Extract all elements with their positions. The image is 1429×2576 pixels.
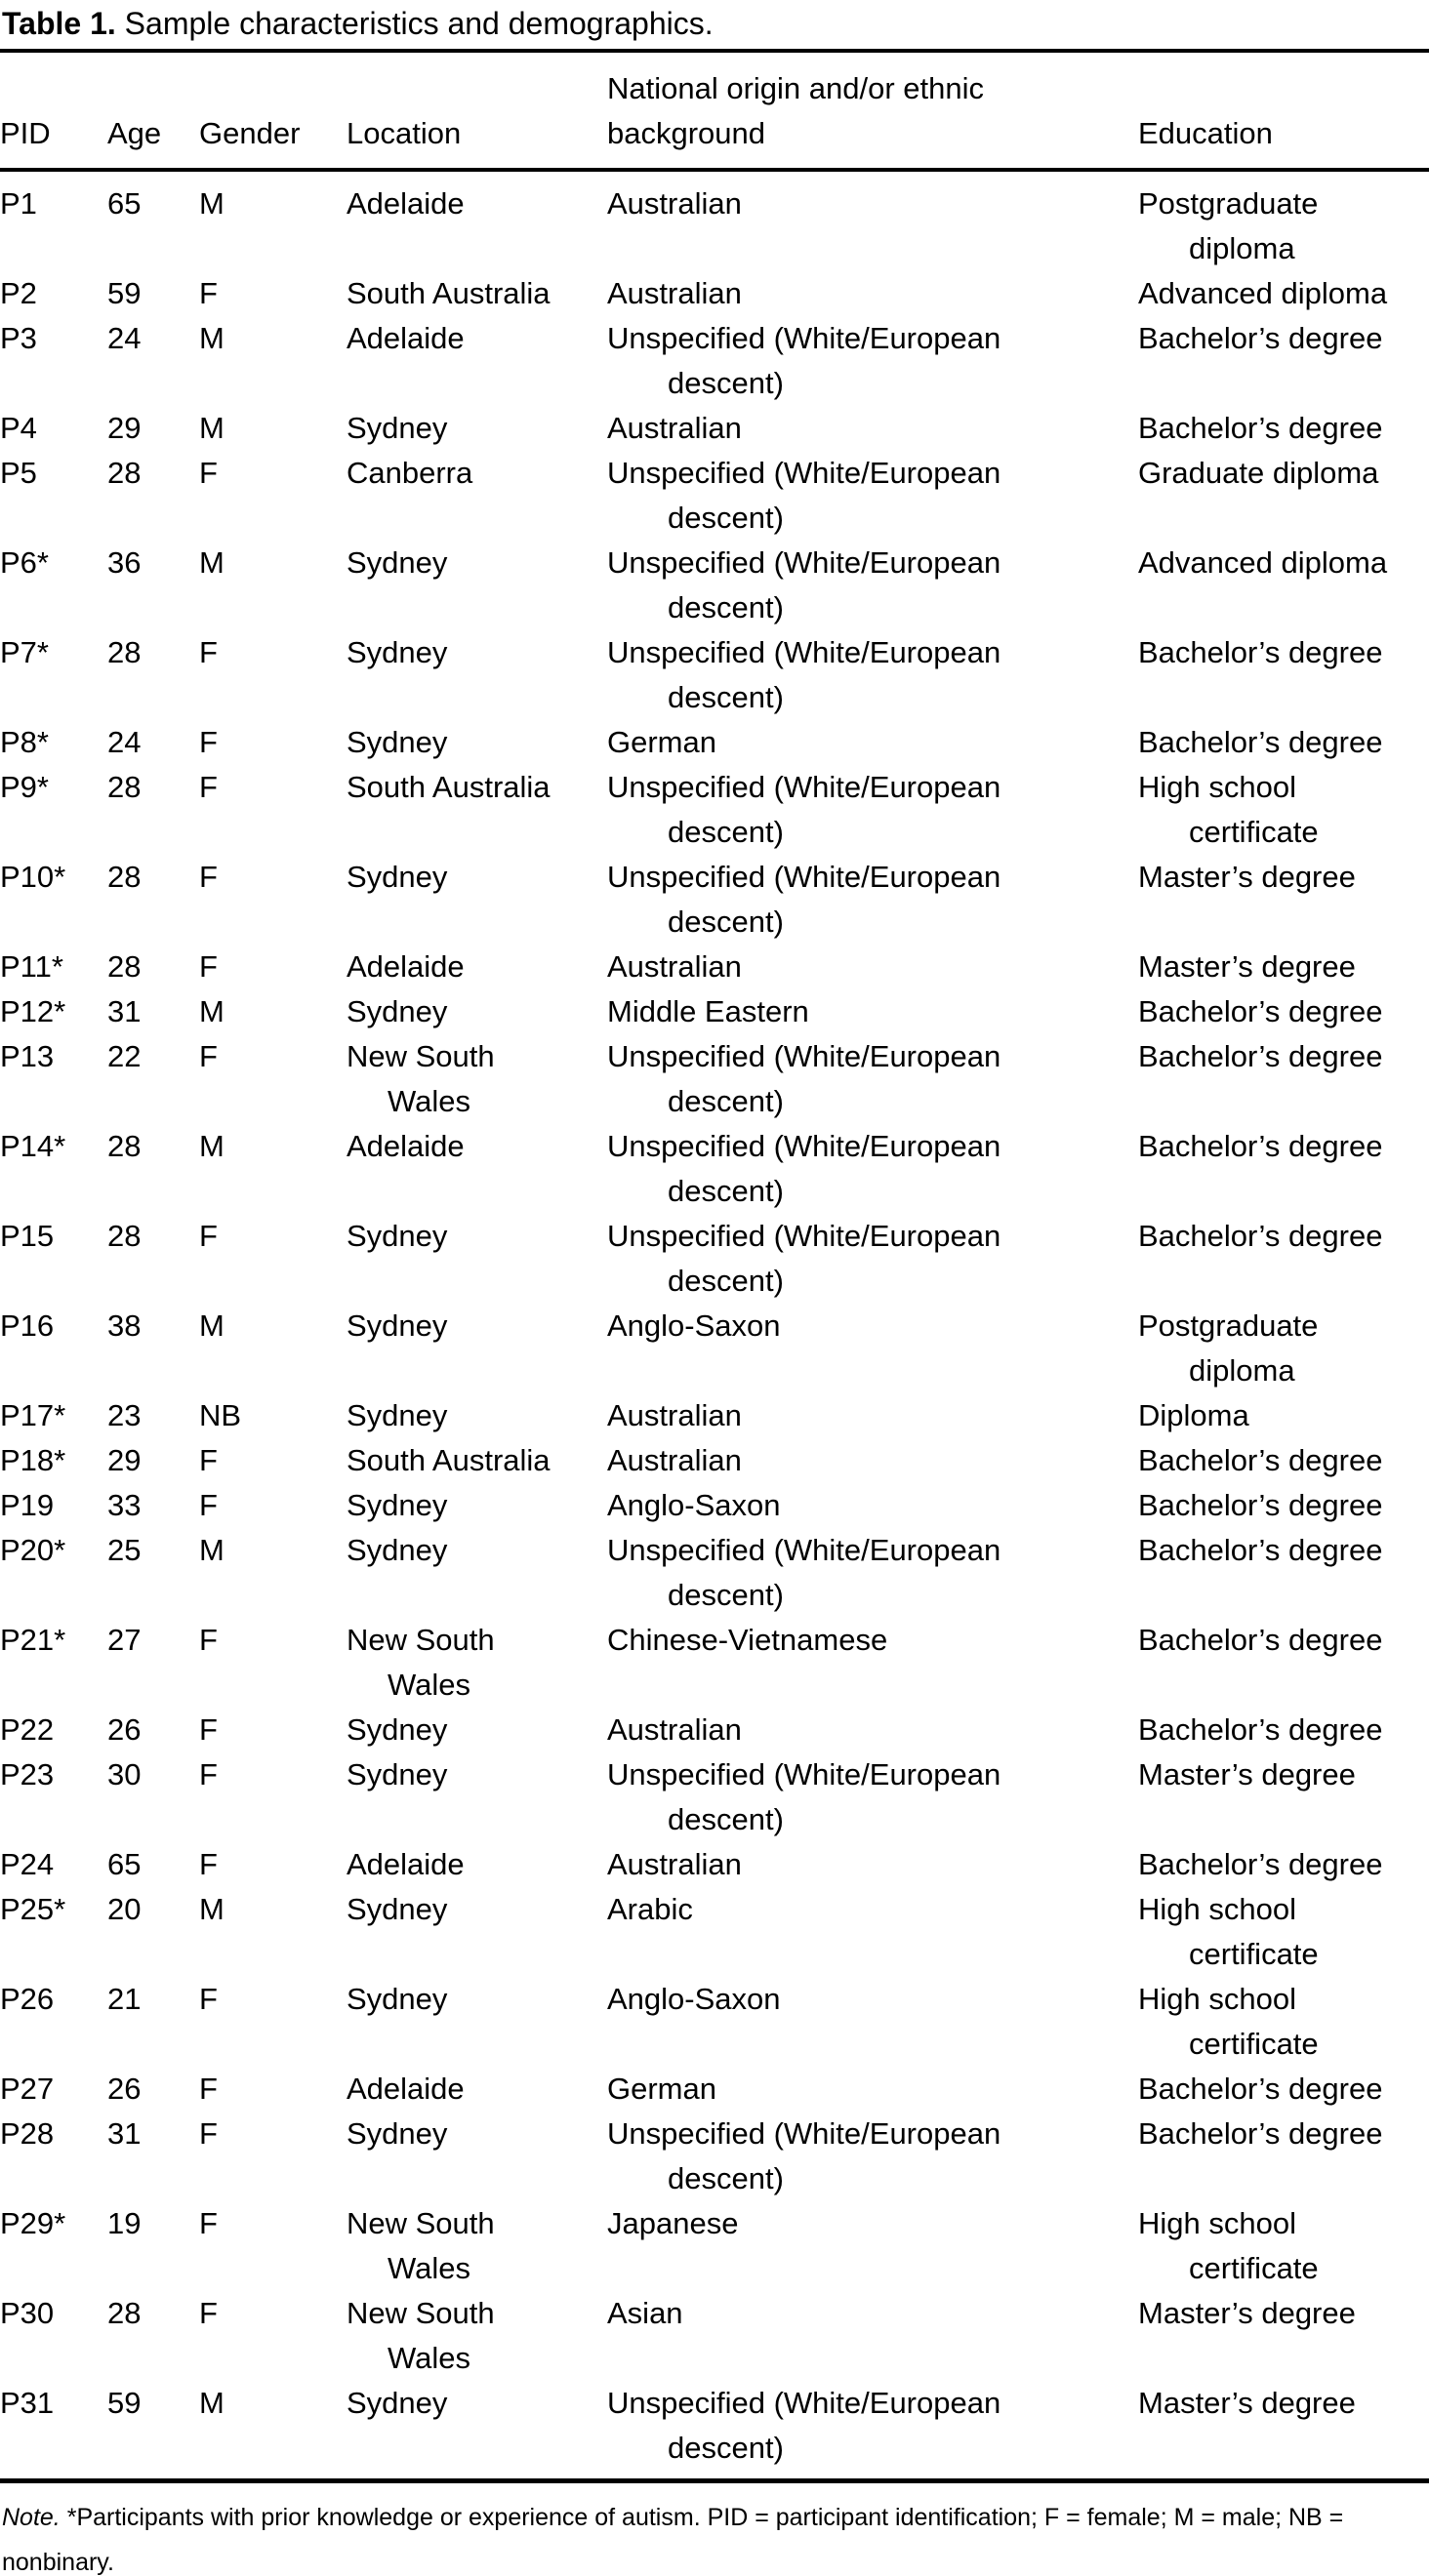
cell-ethnic: Australian [607, 186, 742, 221]
cell-pid: P19 [0, 1488, 55, 1522]
cell-pid: P14* [0, 1129, 66, 1163]
cell-age: 24 [107, 725, 142, 759]
cell-pid: P8* [0, 725, 49, 759]
table-row [0, 271, 1429, 316]
table-row [0, 1977, 1429, 2067]
table-row [0, 406, 1429, 451]
cell-pid: P27 [0, 2072, 55, 2106]
cell-age: 29 [107, 411, 142, 445]
table-header-row [0, 51, 1429, 170]
cell-age: 28 [107, 1129, 142, 1163]
cell-education: Bachelor’s degree [1138, 1488, 1383, 1522]
table-row [0, 1214, 1429, 1304]
cell-education: Advanced diploma [1138, 545, 1388, 580]
cell-ethnic: Australian [607, 1847, 742, 1881]
cell-age: 28 [107, 2296, 142, 2330]
cell-education: Advanced diploma [1138, 276, 1388, 310]
cell-pid: P24 [0, 1847, 55, 1881]
cell-education: Master’s degree [1138, 2296, 1356, 2330]
cell-pid: P12* [0, 994, 66, 1028]
table-row [0, 1887, 1429, 1977]
table-note-label: Note. [2, 2504, 61, 2531]
column-header-ethnic: National origin and/or ethnic background [607, 51, 1138, 170]
cell-ethnic: Australian [607, 411, 742, 445]
cell-gender: M [199, 2386, 225, 2420]
cell-location: Sydney [347, 1488, 448, 1522]
cell-pid: P10* [0, 860, 66, 894]
table-row [0, 1304, 1429, 1393]
cell-pid: P3 [0, 321, 37, 355]
cell-ethnic: Australian [607, 949, 742, 984]
cell-age: 27 [107, 1623, 142, 1657]
cell-location: Sydney [347, 1533, 448, 1567]
cell-location: Sydney [347, 1892, 448, 1926]
cell-pid: P16 [0, 1308, 55, 1343]
cell-pid: P28 [0, 2116, 55, 2151]
cell-gender: NB [199, 1398, 242, 1432]
cell-gender: M [199, 411, 225, 445]
cell-pid: P13 [0, 1039, 55, 1073]
cell-age: 19 [107, 2206, 142, 2240]
cell-age: 26 [107, 2072, 142, 2106]
cell-gender: F [199, 1847, 218, 1881]
cell-ethnic: Unspecified (White/European descent) [607, 2386, 1001, 2465]
cell-gender: M [199, 1892, 225, 1926]
cell-location: Sydney [347, 635, 448, 669]
column-header-education: Education [1138, 51, 1429, 170]
table-row [0, 2067, 1429, 2112]
cell-location: South Australia [347, 1443, 551, 1477]
cell-age: 33 [107, 1488, 142, 1522]
table-row [0, 1842, 1429, 1887]
cell-location: Adelaide [347, 1847, 465, 1881]
column-header-age: Age [107, 51, 199, 170]
table-row [0, 1708, 1429, 1752]
cell-location: Sydney [347, 411, 448, 445]
cell-gender: M [199, 1129, 225, 1163]
cell-pid: P4 [0, 411, 37, 445]
cell-location: Adelaide [347, 2072, 465, 2106]
cell-education: Bachelor’s degree [1138, 994, 1383, 1028]
cell-gender: M [199, 545, 225, 580]
table-note [2, 2495, 1429, 2576]
cell-location: Sydney [347, 1757, 448, 1791]
cell-age: 22 [107, 1039, 142, 1073]
cell-ethnic: Japanese [607, 2206, 739, 2240]
cell-gender: M [199, 186, 225, 221]
cell-education: Bachelor’s degree [1138, 1712, 1383, 1747]
cell-gender: F [199, 1443, 218, 1477]
cell-pid: P26 [0, 1982, 55, 2016]
cell-age: 28 [107, 770, 142, 804]
cell-education: Bachelor’s degree [1138, 1533, 1383, 1567]
demographics-table [0, 49, 1429, 2483]
cell-gender: F [199, 725, 218, 759]
table-row [0, 2201, 1429, 2291]
cell-ethnic: Unspecified (White/European descent) [607, 635, 1001, 714]
cell-ethnic: Anglo-Saxon [607, 1488, 781, 1522]
cell-ethnic: Unspecified (White/European descent) [607, 770, 1001, 849]
cell-location: New South Wales [347, 2206, 495, 2285]
cell-age: 30 [107, 1757, 142, 1791]
table-row [0, 720, 1429, 765]
cell-pid: P25* [0, 1892, 66, 1926]
cell-education: Graduate diploma [1138, 456, 1379, 490]
cell-location: New South Wales [347, 2296, 495, 2375]
cell-ethnic: Australian [607, 1443, 742, 1477]
cell-education: Postgraduate diploma [1138, 1308, 1319, 1388]
cell-location: Sydney [347, 2116, 448, 2151]
cell-gender: F [199, 1488, 218, 1522]
cell-age: 65 [107, 186, 142, 221]
cell-gender: F [199, 1219, 218, 1253]
table-row [0, 170, 1429, 271]
cell-location: South Australia [347, 276, 551, 310]
cell-age: 31 [107, 994, 142, 1028]
table-note-text: *Participants with prior knowledge or experience of autism. PID = participant identification; F = female; M = male; NB = nonbinary. [2, 2504, 1344, 2576]
cell-education: Bachelor’s degree [1138, 321, 1383, 355]
cell-ethnic: Arabic [607, 1892, 693, 1926]
cell-gender: F [199, 2206, 218, 2240]
cell-age: 28 [107, 949, 142, 984]
cell-age: 20 [107, 1892, 142, 1926]
table-row [0, 1483, 1429, 1528]
cell-gender: M [199, 1533, 225, 1567]
cell-education: Master’s degree [1138, 2386, 1356, 2420]
cell-age: 28 [107, 635, 142, 669]
cell-age: 28 [107, 860, 142, 894]
table-row [0, 316, 1429, 406]
cell-pid: P29* [0, 2206, 66, 2240]
cell-pid: P20* [0, 1533, 66, 1567]
cell-location: Sydney [347, 1398, 448, 1432]
table-row [0, 945, 1429, 989]
cell-location: New South Wales [347, 1623, 495, 1702]
cell-gender: F [199, 860, 218, 894]
cell-pid: P1 [0, 186, 37, 221]
table-row [0, 451, 1429, 541]
cell-location: Adelaide [347, 186, 465, 221]
table-row [0, 2381, 1429, 2481]
cell-pid: P7* [0, 635, 49, 669]
table-row [0, 1618, 1429, 1708]
cell-ethnic: Unspecified (White/European descent) [607, 1219, 1001, 1298]
cell-ethnic: Australian [607, 1712, 742, 1747]
cell-pid: P18* [0, 1443, 66, 1477]
cell-ethnic: Unspecified (White/European descent) [607, 321, 1001, 400]
cell-age: 59 [107, 2386, 142, 2420]
cell-age: 31 [107, 2116, 142, 2151]
cell-location: Sydney [347, 1308, 448, 1343]
cell-gender: F [199, 2072, 218, 2106]
cell-location: Sydney [347, 1982, 448, 2016]
table-row [0, 1124, 1429, 1214]
cell-age: 23 [107, 1398, 142, 1432]
cell-education: Bachelor’s degree [1138, 1129, 1383, 1163]
cell-age: 36 [107, 545, 142, 580]
table-header [0, 51, 1429, 170]
table-row [0, 541, 1429, 630]
table-row [0, 2112, 1429, 2201]
cell-education: Master’s degree [1138, 1757, 1356, 1791]
cell-age: 28 [107, 1219, 142, 1253]
cell-pid: P5 [0, 456, 37, 490]
cell-education: Bachelor’s degree [1138, 635, 1383, 669]
cell-location: South Australia [347, 770, 551, 804]
cell-education: High school certificate [1138, 1982, 1319, 2061]
table-caption-text: Sample characteristics and demographics. [124, 6, 714, 41]
cell-education: High school certificate [1138, 1892, 1319, 1971]
cell-age: 25 [107, 1533, 142, 1567]
cell-location: Sydney [347, 545, 448, 580]
cell-pid: P11* [0, 949, 63, 984]
cell-gender: F [199, 1039, 218, 1073]
cell-pid: P23 [0, 1757, 55, 1791]
cell-ethnic: Anglo-Saxon [607, 1982, 781, 2016]
table-caption [2, 4, 1429, 43]
cell-gender: F [199, 1982, 218, 2016]
cell-age: 24 [107, 321, 142, 355]
cell-age: 59 [107, 276, 142, 310]
cell-ethnic: German [607, 725, 716, 759]
cell-pid: P6* [0, 545, 49, 580]
cell-pid: P9* [0, 770, 49, 804]
cell-pid: P21* [0, 1623, 66, 1657]
cell-ethnic: Asian [607, 2296, 683, 2330]
cell-gender: F [199, 1623, 218, 1657]
cell-education: High school certificate [1138, 770, 1319, 849]
cell-gender: F [199, 1757, 218, 1791]
cell-location: Canberra [347, 456, 473, 490]
cell-location: Sydney [347, 725, 448, 759]
cell-education: Bachelor’s degree [1138, 1219, 1383, 1253]
cell-gender: F [199, 949, 218, 984]
table-row [0, 765, 1429, 855]
cell-age: 65 [107, 1847, 142, 1881]
cell-pid: P15 [0, 1219, 55, 1253]
cell-gender: F [199, 2116, 218, 2151]
cell-location: Adelaide [347, 949, 465, 984]
cell-education: Bachelor’s degree [1138, 725, 1383, 759]
cell-ethnic: Unspecified (White/European descent) [607, 456, 1001, 535]
cell-education: Bachelor’s degree [1138, 2072, 1383, 2106]
cell-age: 29 [107, 1443, 142, 1477]
cell-pid: P22 [0, 1712, 55, 1747]
cell-pid: P30 [0, 2296, 55, 2330]
column-header-pid: PID [0, 51, 107, 170]
cell-ethnic: Anglo-Saxon [607, 1308, 781, 1343]
cell-education: Bachelor’s degree [1138, 1623, 1383, 1657]
cell-age: 28 [107, 456, 142, 490]
column-header-location: Location [347, 51, 607, 170]
cell-education: Postgraduate diploma [1138, 186, 1319, 265]
cell-education: Bachelor’s degree [1138, 411, 1383, 445]
cell-ethnic: Unspecified (White/European descent) [607, 1757, 1001, 1836]
cell-gender: F [199, 635, 218, 669]
cell-gender: F [199, 2296, 218, 2330]
cell-gender: F [199, 456, 218, 490]
cell-location: Sydney [347, 860, 448, 894]
table-row [0, 1438, 1429, 1483]
cell-age: 21 [107, 1982, 142, 2016]
cell-location: Sydney [347, 2386, 448, 2420]
cell-ethnic: Australian [607, 276, 742, 310]
cell-ethnic: German [607, 2072, 716, 2106]
cell-ethnic: Unspecified (White/European descent) [607, 1533, 1001, 1612]
cell-ethnic: Middle Eastern [607, 994, 809, 1028]
cell-location: New South Wales [347, 1039, 495, 1118]
cell-pid: P17* [0, 1398, 66, 1432]
cell-gender: M [199, 321, 225, 355]
table-row [0, 2291, 1429, 2381]
cell-gender: M [199, 1308, 225, 1343]
cell-location: Sydney [347, 1712, 448, 1747]
column-header-gender: Gender [199, 51, 347, 170]
cell-location: Adelaide [347, 1129, 465, 1163]
cell-ethnic: Chinese-Vietnamese [607, 1623, 888, 1657]
cell-age: 38 [107, 1308, 142, 1343]
cell-location: Sydney [347, 1219, 448, 1253]
cell-gender: F [199, 276, 218, 310]
cell-education: Bachelor’s degree [1138, 1847, 1383, 1881]
table-row [0, 989, 1429, 1034]
cell-gender: F [199, 1712, 218, 1747]
table-caption-number: Table 1. [2, 6, 116, 41]
cell-education: High school certificate [1138, 2206, 1319, 2285]
table-row [0, 1034, 1429, 1124]
cell-ethnic: Unspecified (White/European descent) [607, 1129, 1001, 1208]
cell-education: Diploma [1138, 1398, 1249, 1432]
table-row [0, 1393, 1429, 1438]
table-body [0, 170, 1429, 2481]
cell-pid: P31 [0, 2386, 55, 2420]
cell-ethnic: Australian [607, 1398, 742, 1432]
cell-education: Bachelor’s degree [1138, 1443, 1383, 1477]
cell-education: Master’s degree [1138, 949, 1356, 984]
cell-education: Master’s degree [1138, 860, 1356, 894]
cell-location: Adelaide [347, 321, 465, 355]
cell-education: Bachelor’s degree [1138, 2116, 1383, 2151]
cell-ethnic: Unspecified (White/European descent) [607, 2116, 1001, 2195]
cell-pid: P2 [0, 276, 37, 310]
table-row [0, 855, 1429, 945]
cell-gender: M [199, 994, 225, 1028]
table-row [0, 1752, 1429, 1842]
cell-location: Sydney [347, 994, 448, 1028]
table-row [0, 630, 1429, 720]
cell-education: Bachelor’s degree [1138, 1039, 1383, 1073]
cell-gender: F [199, 770, 218, 804]
cell-age: 26 [107, 1712, 142, 1747]
cell-ethnic: Unspecified (White/European descent) [607, 1039, 1001, 1118]
cell-ethnic: Unspecified (White/European descent) [607, 545, 1001, 624]
cell-ethnic: Unspecified (White/European descent) [607, 860, 1001, 939]
table-row [0, 1528, 1429, 1618]
